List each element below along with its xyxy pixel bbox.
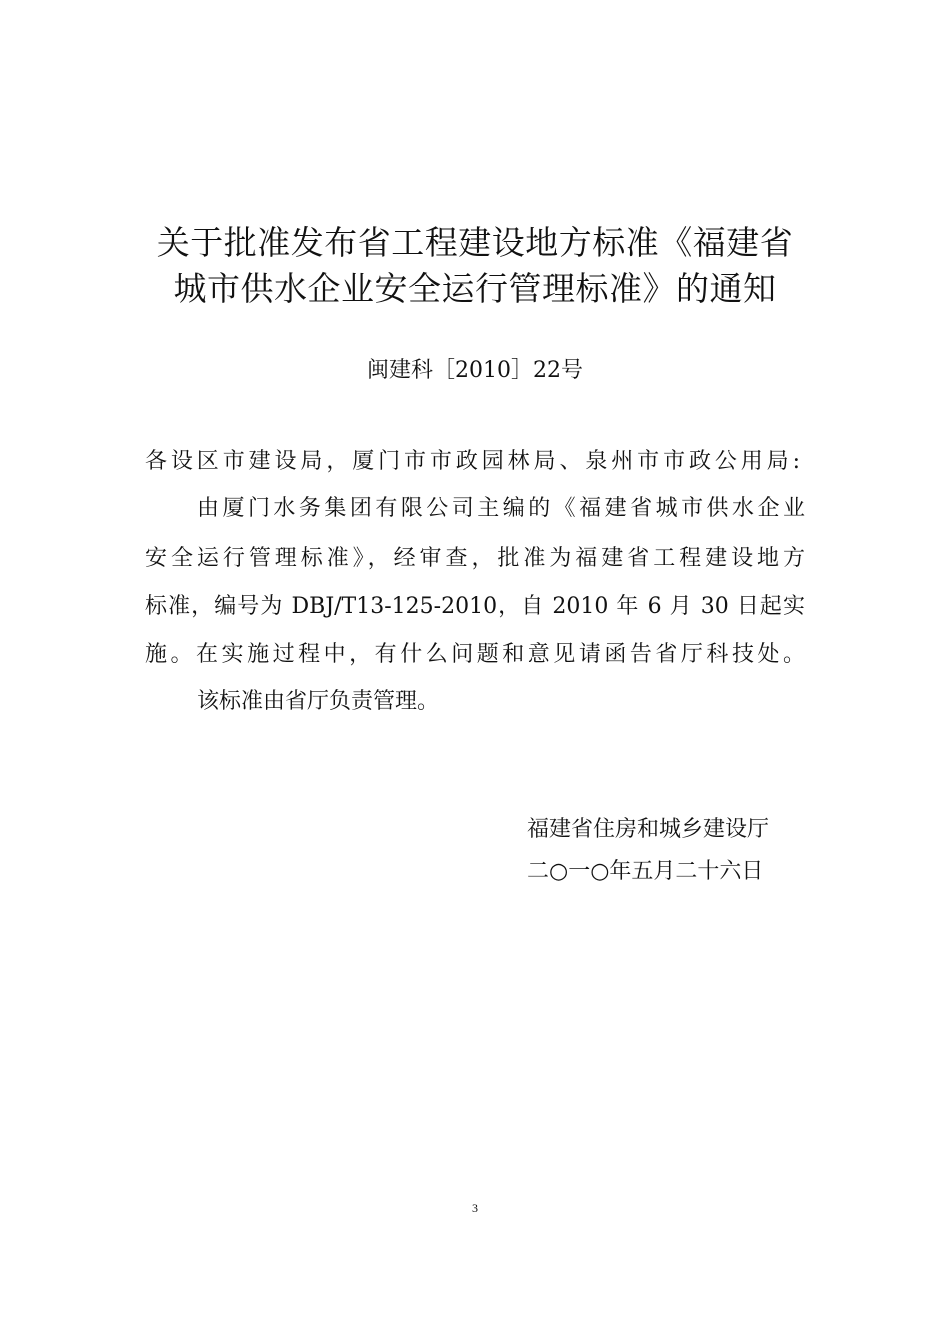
issue-date: 二○一○年五月二十六日: [527, 859, 764, 884]
recipient-line: 各设区市建设局，厦门市市政园林局、泉州市市政公用局:: [145, 449, 800, 474]
body-line-2: 安全运行管理标准》，经审查，批准为福建省工程建设地方: [145, 546, 805, 571]
issuer-name: 福建省住房和城乡建设厅: [527, 817, 770, 842]
document-number: 闽建科［2010］22号: [367, 358, 583, 383]
title-line-1: 关于批准发布省工程建设地方标准《福建省: [156, 223, 794, 262]
page-number: 3: [472, 1201, 478, 1215]
body-line-3: 标准，编号为 DBJ/T13-125-2010，自 2010 年 6 月 30 日起实: [145, 594, 806, 619]
body-line-4: 施。在实施过程中，有什么问题和意见请函告省厅科技处。: [145, 642, 805, 667]
body-line-1: 由厦门水务集团有限公司主编的《福建省城市供水企业: [197, 496, 805, 521]
title-line-2: 城市供水企业安全运行管理标准》的通知: [173, 269, 777, 308]
body-line-5: 该标准由省厅负责管理。: [197, 689, 440, 714]
